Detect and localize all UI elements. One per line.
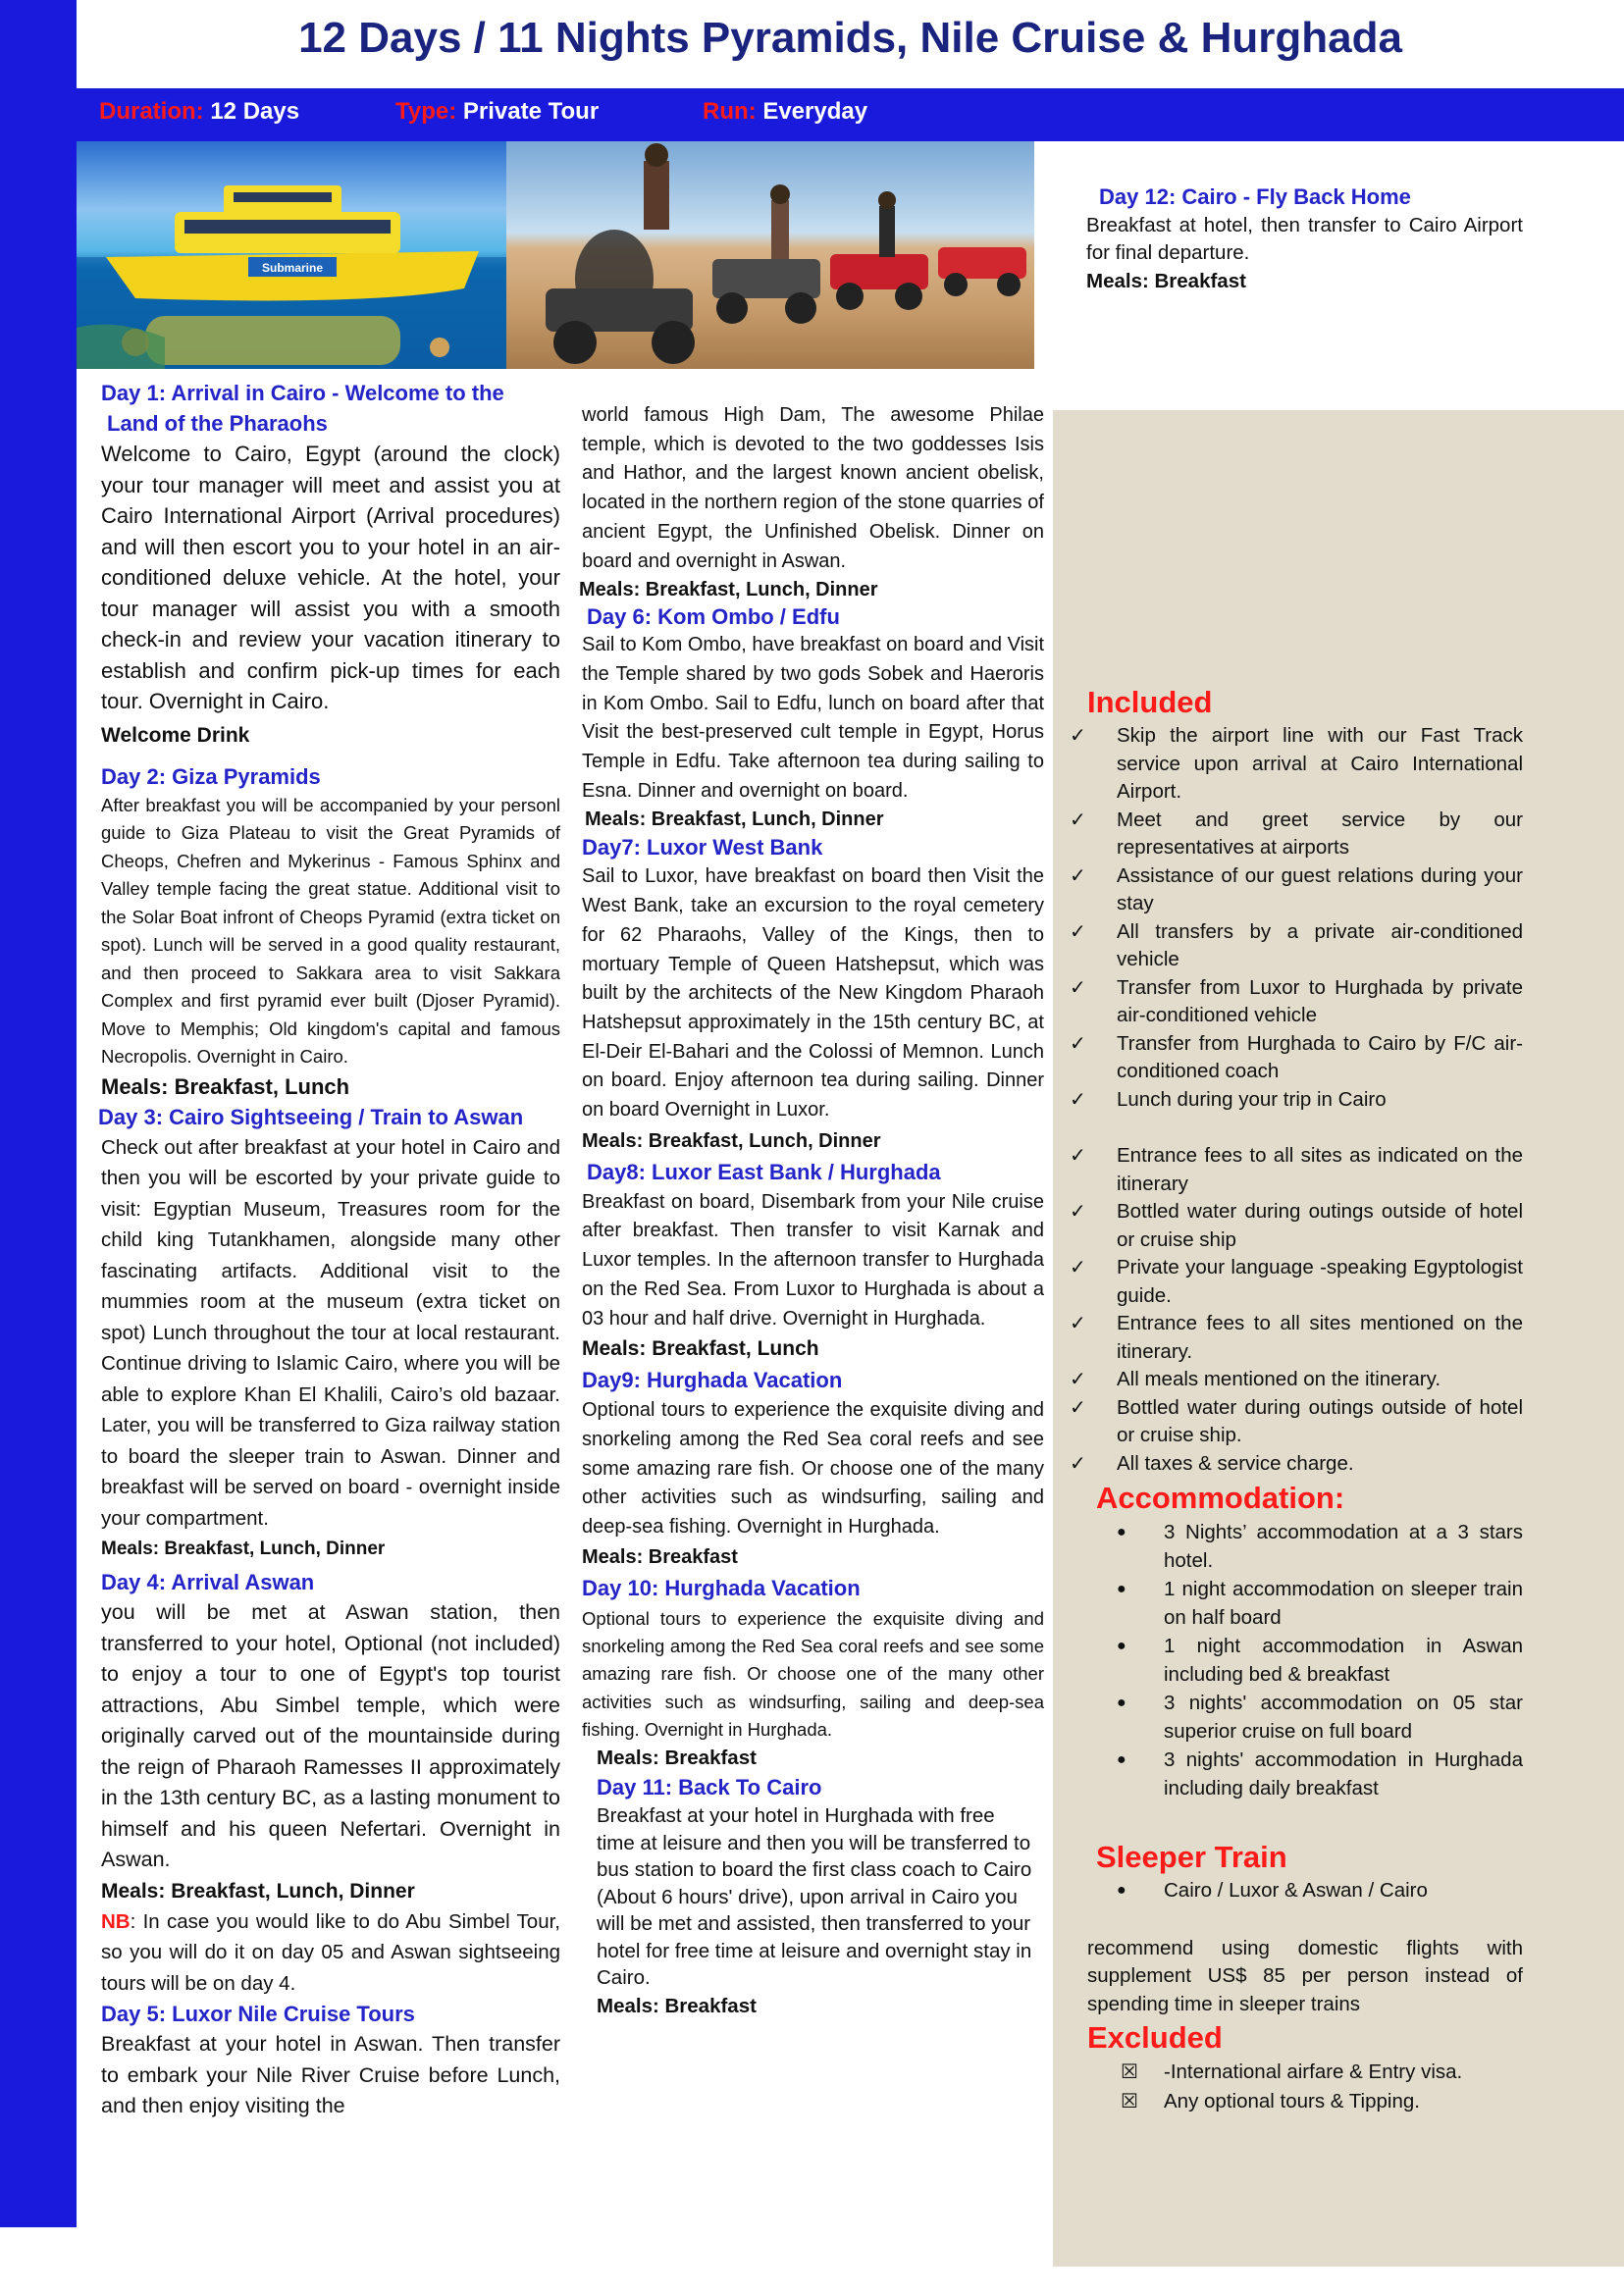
excluded-list bbox=[1070, 2058, 1523, 2116]
bullet-icon: ● bbox=[1117, 1638, 1126, 1654]
nb-text: : In case you would like to do Abu Simbel Tour, so you will do it on day 05 and Aswan sightseeing tours will be on day 4. bbox=[101, 1909, 560, 1995]
bullet-icon: ● bbox=[1117, 1695, 1126, 1711]
check-icon: ✓ bbox=[1070, 1032, 1086, 1055]
cross-box-icon: ☒ bbox=[1121, 2061, 1138, 2083]
day-7-meals: Meals: Breakfast, Lunch, Dinner bbox=[582, 1129, 881, 1152]
sleeper-train-note: recommend using domestic flights with supplement US$ 85 per person instead of spending time in sleeper trains bbox=[1087, 1936, 1523, 2015]
accommodation-heading: Accommodation: bbox=[1096, 1481, 1345, 1515]
day-4-text: you will be met at Aswan station, then transferred to your hotel, Optional (not included) to enjoy a tour to one of Egypt's top tourist attractions, Abu Simbel temple, which were originally carved out of the mountainside during the reign of Pharaoh Ramesses II approximately in the 13th century BC, as a lasting monument to himself and his queen Nefertari. Overnight in Aswan. bbox=[101, 1600, 560, 1871]
type-info bbox=[395, 98, 599, 126]
submarine-boat-illustration bbox=[77, 141, 506, 369]
day-7-text: Sail to Luxor, have breakfast on board then Visit the West Bank, take an excursion to the royal cemetery for 62 Pharaohs, Valley of the Kings, then to mortuary Temple of Queen Hatshepsut, which was built by the architects of the New Kingdom Pharaoh Hatshepsut approximately in the 15th century BC, at El-Deir El-Bahari and the Colossi of Memnon. Lunch on board. Enjoy afternoon tea during sailing. Dinner on board Overnight in Luxor. bbox=[582, 865, 1044, 1121]
included-item: ✓ Bottled water during outings outside of hotel or cruise ship bbox=[1070, 1200, 1523, 1251]
day-10-meals: Meals: Breakfast bbox=[597, 1747, 757, 1770]
check-icon: ✓ bbox=[1070, 1145, 1086, 1167]
duration-label: Duration: bbox=[99, 98, 204, 125]
day-1-meals: Welcome Drink bbox=[101, 723, 250, 747]
duration-value: 12 Days bbox=[210, 98, 300, 125]
page-title: 12 Days / 11 Nights Pyramids, Nile Cruise & Hurghada bbox=[298, 14, 1402, 62]
included-item: ✓ Lunch during your trip in Cairo bbox=[1070, 1086, 1523, 1115]
included-item: ✓ Entrance fees to all sites as indicated on the itinerary bbox=[1070, 1144, 1523, 1195]
desert-quad-photo bbox=[506, 141, 1034, 369]
type-value: Private Tour bbox=[462, 98, 600, 125]
check-icon: ✓ bbox=[1070, 976, 1086, 999]
boat-sign-text: Submarine bbox=[261, 261, 324, 275]
included-heading: Included bbox=[1087, 685, 1213, 719]
nb-label: NB bbox=[101, 1909, 131, 1933]
check-icon: ✓ bbox=[1070, 1313, 1086, 1334]
excluded-heading: Excluded bbox=[1087, 2020, 1223, 2055]
included-item: ✓ Bottled water during outings outside of hotel or cruise ship. bbox=[1070, 1395, 1523, 1446]
day-2-meals: Meals: Breakfast, Lunch bbox=[101, 1073, 350, 1099]
check-icon: ✓ bbox=[1070, 1088, 1086, 1111]
check-icon: ✓ bbox=[1070, 1369, 1086, 1390]
package-details-column bbox=[1070, 683, 1523, 2116]
day-11-title: Day 11: Back To Cairo bbox=[597, 1775, 822, 1800]
bullet-icon: ● bbox=[1117, 1882, 1126, 1899]
cross-box-icon: ☒ bbox=[1121, 2091, 1138, 2112]
day-11-text: Breakfast at your hotel in Hurghada with free time at leisure and then you will be transferred to bus station to board the first class coach to Cairo (About 6 hours' drive), upon arrival in Cairo you will be met and assisted, then transferred to your hotel for free time at leisure and overnight stay in Cairo. bbox=[597, 1804, 1032, 1990]
accommodation-item: ● 1 night accommodation in Aswan including bed & breakfast bbox=[1117, 1635, 1523, 1686]
day-6-text: Sail to Kom Ombo, have breakfast on board and Visit the Temple shared by two gods Sobek and Haeroris in Kom Ombo. Sail to Edfu, lunch on board after that Visit the best-preserved cult temple in Egypt, Horus Temple in Edfu. Take afternoon tea during sailing to Esna. Dinner and overnight on board. bbox=[582, 634, 1045, 802]
bullet-icon: ● bbox=[1117, 1581, 1126, 1597]
bullet-icon: ● bbox=[1117, 1751, 1126, 1768]
included-list bbox=[1070, 722, 1523, 1478]
sleeper-train-heading: Sleeper Train bbox=[1096, 1840, 1287, 1874]
accommodation-item: ● 1 night accommodation on sleeper train on half board bbox=[1117, 1578, 1523, 1629]
accommodation-list bbox=[1070, 1519, 1523, 1802]
day-8-title: Day8: Luxor East Bank / Hurghada bbox=[587, 1159, 941, 1184]
day-3-title: Day 3: Cairo Sightseeing / Train to Aswan bbox=[98, 1104, 524, 1129]
check-icon: ✓ bbox=[1070, 1201, 1086, 1223]
day-12-meals: Meals: Breakfast bbox=[1086, 270, 1246, 292]
day-5-text: Breakfast at your hotel in Aswan. Then transfer to embark your Nile River Cruise before Lunch, and then enjoy visiting the bbox=[101, 2032, 560, 2117]
day-7-title: Day7: Luxor West Bank bbox=[582, 835, 823, 861]
day-4-meals: Meals: Breakfast, Lunch, Dinner bbox=[101, 1879, 415, 1903]
day-4-note bbox=[101, 1906, 560, 2000]
run-value: Everyday bbox=[762, 98, 868, 125]
day-12-title: Day 12: Cairo - Fly Back Home bbox=[1099, 184, 1411, 209]
included-item: ✓ Transfer from Luxor to Hurghada by private air-conditioned vehicle bbox=[1070, 975, 1523, 1026]
duration-info bbox=[99, 98, 299, 126]
run-info bbox=[703, 98, 867, 126]
left-sidebar-band bbox=[0, 0, 77, 2227]
run-label: Run: bbox=[703, 98, 757, 125]
day-10-title: Day 10: Hurghada Vacation bbox=[582, 1575, 861, 1600]
day-4-title: Day 4: Arrival Aswan bbox=[101, 1570, 315, 1594]
day-3-text: Check out after breakfast at your hotel in Cairo and then you will be escorted by your private guide to visit: Egyptian Museum, Treasures room for the child king Tutankhamen, alongside many other fascinating artifacts. Additional visit to the mummies room at the museum (extra ticket on spot) Lunch throughout the tour at local restaurant. Continue driving to Islamic Cairo, where you will be able to explore Khan El Khalili, Cairo’s old bazaar. Later, you will be transferred to Giza railway station to board the sleeper train to Aswan. Dinner and breakfast will be served on board - overnight inside your compartment. bbox=[101, 1135, 560, 1530]
sleeper-train-item: ● Cairo / Luxor & Aswan / Cairo bbox=[1070, 1877, 1523, 1905]
submarine-boat-photo bbox=[77, 141, 506, 369]
included-item: ✓ All meals mentioned on the itinerary. bbox=[1070, 1366, 1523, 1394]
check-icon: ✓ bbox=[1070, 1396, 1086, 1419]
day-11-meals: Meals: Breakfast bbox=[597, 1994, 757, 2017]
day-2-text: After breakfast you will be accompanied by your personl guide to Giza Plateau to visit the Great Pyramids of Cheops, Chefren and Mykerinus - Famous Sphinx and Valley temple facing the great statue. Additional visit to the Solar Boat infront of Cheops Pyramid (extra ticket on spot). Lunch will be served in a good quality restaurant, and then proceed to Sakkara area to visit Sakkara Complex and first pyramid ever built (Djoser Pyramid). Move to Memphis; Old kingdom's capital and famous Necropolis. Overnight in Cairo. bbox=[101, 794, 560, 1067]
day-8-meals: Meals: Breakfast, Lunch bbox=[582, 1337, 819, 1361]
day-1-text: Welcome to Cairo, Egypt (around the clock) your tour manager will meet and assist you at Cairo International Airport (Arrival procedures) and will then escort you to your hotel in an air-conditioned deluxe vehicle. At the hotel, your tour manager will assist you with a smooth check-in and review your vacation itinerary to establish and confirm pick-up times for each tour. Overnight in Cairo. bbox=[101, 442, 560, 713]
day-2-title: Day 2: Giza Pyramids bbox=[101, 763, 321, 789]
day-9-title: Day9: Hurghada Vacation bbox=[582, 1368, 843, 1393]
day-12-text: Breakfast at hotel, then transfer to Cairo Airport for final departure. bbox=[1086, 214, 1523, 264]
day-11-block bbox=[582, 1744, 1044, 2021]
included-item: ✓ Meet and greet service by our representatives at airports bbox=[1070, 808, 1523, 859]
check-icon: ✓ bbox=[1070, 920, 1086, 943]
check-icon: ✓ bbox=[1070, 808, 1086, 831]
check-icon: ✓ bbox=[1070, 1452, 1086, 1475]
itinerary-column-2 bbox=[579, 401, 1045, 2021]
excluded-item: ☒ Any optional tours & Tipping. bbox=[1070, 2087, 1523, 2116]
accommodation-item: ● 3 Nights’ accommodation at a 3 stars hotel. bbox=[1117, 1521, 1523, 1572]
day-9-meals: Meals: Breakfast bbox=[582, 1545, 738, 1568]
included-item: ✓ All transfers by a private air-conditioned vehicle bbox=[1070, 919, 1523, 970]
included-item: ✓ All taxes & service charge. bbox=[1070, 1450, 1523, 1479]
day-6-title: Day 6: Kom Ombo / Edfu bbox=[587, 604, 840, 630]
check-icon: ✓ bbox=[1070, 725, 1086, 747]
accommodation-item: ● 3 nights' accommodation on 05 star superior cruise on full board bbox=[1117, 1692, 1523, 1743]
day-1-title: Day 1: Arrival in Cairo - Welcome to the bbox=[101, 381, 504, 405]
sleeper-train-list bbox=[1070, 1877, 1523, 1905]
check-icon: ✓ bbox=[1070, 1257, 1086, 1278]
check-icon: ✓ bbox=[1070, 864, 1086, 887]
included-item: ✓ Private your language -speaking Egyptologist guide. bbox=[1070, 1256, 1523, 1307]
bullet-icon: ● bbox=[1117, 1524, 1126, 1540]
type-label: Type: bbox=[395, 98, 457, 125]
included-item: ✓ Entrance fees to all sites mentioned on the itinerary. bbox=[1070, 1312, 1523, 1363]
info-bar bbox=[77, 88, 1624, 141]
day-5-meals: Meals: Breakfast, Lunch, Dinner bbox=[579, 579, 878, 601]
quad-bikes-illustration bbox=[506, 141, 1034, 369]
day-6-meals: Meals: Breakfast, Lunch, Dinner bbox=[585, 808, 884, 831]
included-item: ✓ Skip the airport line with our Fast Track service upon arrival at Cairo International Airport. bbox=[1070, 724, 1523, 803]
accommodation-item: ● 3 nights' accommodation in Hurghada including daily breakfast bbox=[1117, 1748, 1523, 1799]
day-12-block bbox=[1086, 183, 1523, 296]
day-8-text: Breakfast on board, Disembark from your Nile cruise after breakfast. Then transfer to visit Karnak and Luxor temples. In the afternoon transfer to Hurghada on the Red Sea. From Luxor to Hurghada is about a 03 hour and half drive. Overnight in Hurghada. bbox=[582, 1190, 1044, 1330]
day-5-title: Day 5: Luxor Nile Cruise Tours bbox=[101, 2002, 415, 2026]
itinerary-column-1 bbox=[98, 378, 560, 2122]
day-5-text-cont: world famous High Dam, The awesome Philae temple, which is devoted to the two goddesses Isis and Hathor, and the largest known ancient obelisk, located in the northern region of the stone quarries of ancient Egypt, the Unfinished Obelisk. Dinner on board and overnight in Aswan. bbox=[582, 404, 1044, 572]
included-item: ✓ Transfer from Hurghada to Cairo by F/C air-conditioned coach bbox=[1070, 1031, 1523, 1082]
day-1-title-cont: Land of the Pharaohs bbox=[107, 411, 328, 436]
day-3-meals: Meals: Breakfast, Lunch, Dinner bbox=[101, 1539, 386, 1559]
excluded-item: ☒ -International airfare & Entry visa. bbox=[1070, 2058, 1523, 2087]
day-10-text: Optional tours to experience the exquisite diving and snorkeling among the Red Sea coral reefs and see some amazing rare fish. Or choose one of the many other activities such as windsurfing, sailing and deep-sea fishing. Overnight in Hurghada. bbox=[582, 1607, 1044, 1740]
day-9-text: Optional tours to experience the exquisite diving and snorkeling among the Red Sea coral reefs and see some amazing rare fish. Or choose one of the many other activities such as windsurfing, sailing and deep-sea fishing. Overnight in Hurghada. bbox=[582, 1399, 1044, 1539]
included-item: ✓ Assistance of our guest relations during your stay bbox=[1070, 863, 1523, 914]
